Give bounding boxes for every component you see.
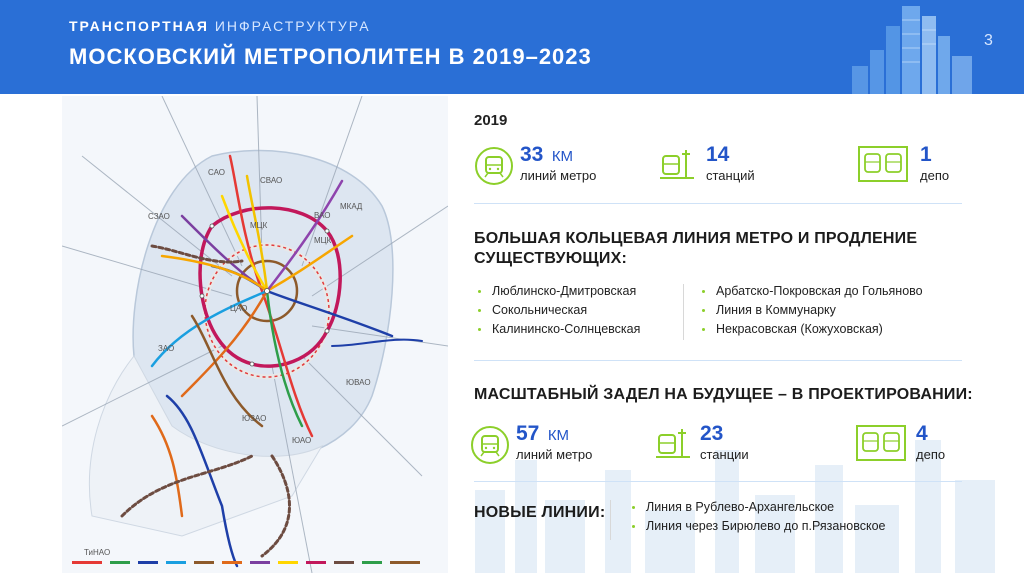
stat-unit: КМ — [551, 148, 574, 165]
extension-list-right — [700, 282, 923, 339]
station-icon — [660, 146, 694, 182]
depot-icon — [856, 425, 906, 461]
district-label: ТиНАО — [84, 548, 111, 557]
breadcrumb-bold: ТРАНСПОРТНАЯ — [69, 18, 209, 34]
district-label: ВАО — [314, 211, 331, 220]
metro-map-drawing — [62, 96, 448, 573]
station-icon — [656, 425, 690, 461]
stat-stations-2019 — [706, 143, 755, 183]
section-title-new-lines: НОВЫЕ ЛИНИИ: — [474, 504, 606, 521]
stat-label: депо — [920, 168, 950, 183]
stat-value: 4 — [916, 422, 928, 445]
stat-label: станции — [700, 447, 749, 462]
section-title-line: СУЩЕСТВУЮЩИХ: — [474, 250, 628, 267]
extension-list-left — [476, 282, 640, 339]
page-number: 3 — [984, 32, 993, 49]
district-label: ЗАО — [158, 344, 175, 353]
section-title-circle — [474, 229, 917, 269]
stat-value: 23 — [700, 422, 724, 445]
metro-map — [62, 96, 448, 573]
stat-value: 14 — [706, 143, 730, 166]
stat-stations-future — [700, 422, 749, 462]
district-label: САО — [208, 168, 225, 177]
list-item: Некрасовская (Кожуховская) — [700, 320, 923, 339]
metro-train-icon — [470, 425, 510, 465]
mkad-label: МКАД — [340, 202, 363, 211]
list-item: Арбатско-Покровская до Гольяново — [700, 282, 923, 301]
page-title: МОСКОВСКИЙ МЕТРОПОЛИТЕН В 2019–2023 — [69, 44, 592, 69]
depot-icon — [858, 146, 908, 182]
skyline-illustration — [840, 0, 980, 94]
list-item: Сокольническая — [476, 301, 640, 320]
stat-label: станций — [706, 168, 755, 183]
header-banner — [0, 0, 1024, 94]
divider — [474, 360, 962, 361]
stat-label: линий метро — [516, 447, 593, 462]
district-label: СЗАО — [148, 212, 170, 221]
year-2019: 2019 — [474, 112, 508, 129]
breadcrumb — [69, 18, 371, 34]
stat-label: депо — [916, 447, 946, 462]
list-item: Линия через Бирюлево до п.Рязановское — [630, 517, 885, 536]
district-label: ЦАО — [230, 304, 248, 313]
stat-depot-2019 — [920, 143, 949, 183]
district-label: ЮАО — [292, 436, 312, 445]
mcc-label: МЦК — [250, 221, 268, 230]
divider — [474, 481, 962, 482]
stat-depot-future — [916, 422, 945, 462]
stat-length-2019 — [520, 143, 596, 183]
stat-label: линий метро — [520, 168, 597, 183]
metro-train-icon — [474, 146, 514, 186]
stat-value: 33 — [520, 143, 544, 166]
list-item: Линия в Рублево-Архангельское — [630, 498, 885, 517]
section-title-line: БОЛЬШАЯ КОЛЬЦЕВАЯ ЛИНИЯ МЕТРО И ПРОДЛЕНИЕ — [474, 230, 918, 247]
divider — [474, 203, 962, 204]
stat-value: 57 — [516, 422, 540, 445]
column-divider — [683, 284, 684, 340]
column-divider — [610, 500, 611, 540]
list-item: Калининско-Солнцевская — [476, 320, 640, 339]
district-label: ЮВАО — [346, 378, 371, 387]
list-item: Линия в Коммунарку — [700, 301, 923, 320]
stat-value: 1 — [920, 143, 932, 166]
district-label: СВАО — [260, 176, 283, 185]
list-item: Люблинско-Дмитровская — [476, 282, 640, 301]
breadcrumb-light: ИНФРАСТРУКТУРА — [214, 18, 371, 34]
stat-unit: КМ — [547, 427, 570, 444]
new-lines-list — [630, 498, 885, 536]
district-label: ЮЗАО — [242, 414, 267, 423]
mcc-label: МЦК — [314, 236, 332, 245]
stat-length-future — [516, 422, 592, 462]
section-title-future: МАСШТАБНЫЙ ЗАДЕЛ НА БУДУЩЕЕ – В ПРОЕКТИРОВАНИИ: — [474, 386, 973, 403]
